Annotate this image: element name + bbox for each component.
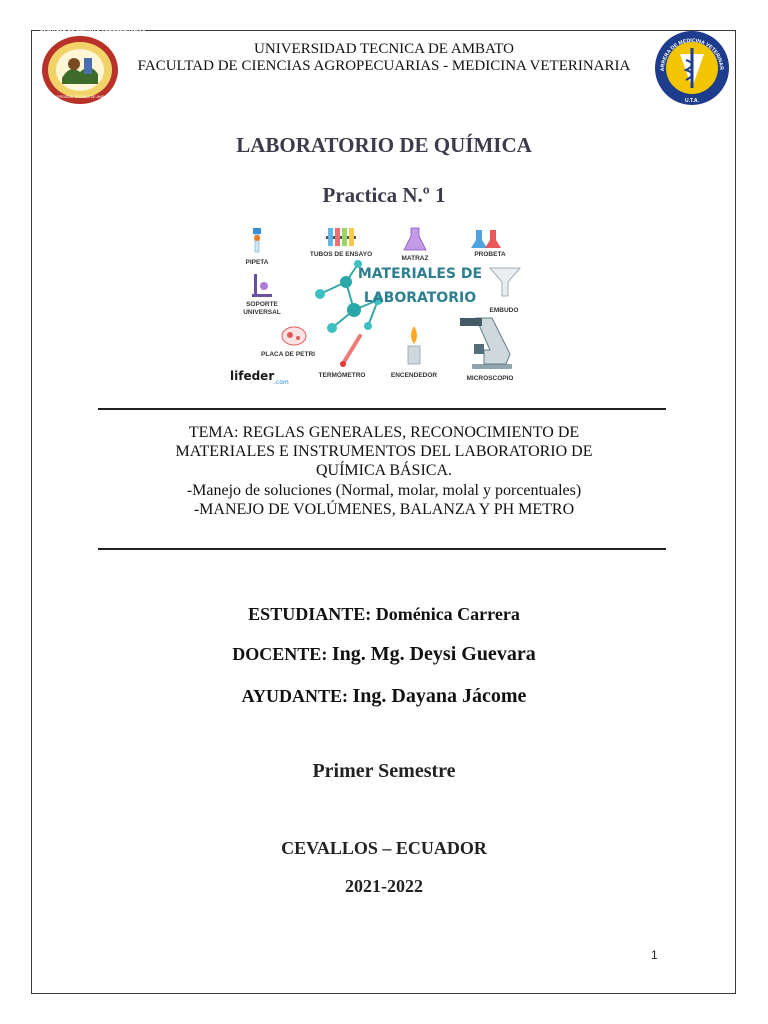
academic-year: 2021-2022 xyxy=(345,876,423,896)
vet-logo-ring-text: ARRERA DE MEDICINA VETERINAR xyxy=(659,37,725,72)
theme-line-5: -MANEJO DE VOLÚMENES, BALANZA Y PH METRO xyxy=(193,501,575,518)
divider-top xyxy=(98,408,666,410)
label-probeta: PROBETA xyxy=(474,251,506,258)
page-number: 1 xyxy=(651,948,658,962)
label-encendedor: ENCENDEDOR xyxy=(390,372,438,379)
label-termometro: TERMÓMETRO xyxy=(318,372,366,379)
assistant-name: Ing. Dayana Jácome xyxy=(352,685,527,707)
petri-dish-icon xyxy=(282,327,306,345)
theme-line-2: MATERIALES E INSTRUMENTOS DEL LABORATORIO DE xyxy=(175,443,593,460)
faculty-logo-ring-text: FACULTAD DE CIENCIAS AGROPECUARIAS xyxy=(40,30,146,36)
divider-bottom xyxy=(98,548,666,550)
illustration-title-line2: LABORATORIO xyxy=(363,290,477,306)
label-soporte-1: SOPORTE xyxy=(246,301,278,308)
document-title: LABORATORIO DE QUÍMICA xyxy=(236,133,532,157)
faculty-name: FACULTAD DE CIENCIAS AGROPECUARIAS - MEDICINA VETERINARIA xyxy=(137,58,631,74)
illustration-title-line1: MATERIALES DE xyxy=(357,266,483,282)
theme-line-4: -Manejo de soluciones (Normal, molar, molal y porcentuales) xyxy=(186,482,582,499)
vet-logo-bottom-text: U.T.A. xyxy=(685,98,699,104)
teacher-name: Ing. Mg. Deysi Guevara xyxy=(331,643,536,665)
lab-materials-illustration xyxy=(228,222,540,390)
assistant-label: AYUDANTE: xyxy=(241,686,348,706)
label-pipeta: PIPETA xyxy=(245,259,269,266)
student-name: Doménica Carrera xyxy=(375,604,520,624)
label-placa: PLACA DE PETRI xyxy=(261,351,315,358)
label-soporte-2: UNIVERSAL xyxy=(243,309,281,316)
semester: Primer Semestre xyxy=(312,760,456,782)
theme-line-1: TEMA: REGLAS GENERALES, RECONOCIMIENTO DE xyxy=(188,424,580,441)
practice-number: Practica N.º 1 xyxy=(322,183,446,207)
theme-line-3: QUÍMICA BÁSICA. xyxy=(315,462,452,479)
label-tubos: TUBOS DE ENSAYO xyxy=(309,251,373,258)
location: CEVALLOS – ECUADOR xyxy=(281,838,487,858)
label-matraz: MATRAZ xyxy=(401,255,429,262)
student-line xyxy=(0,604,768,625)
label-microscopio: MICROSCOPIO xyxy=(466,375,514,382)
student-label: ESTUDIANTE: xyxy=(248,604,372,624)
teacher-line xyxy=(0,643,768,666)
faculty-logo-bottom-text: UNIVERSIDAD TECNICA DE AMBATO xyxy=(48,95,112,99)
label-embudo: EMBUDO xyxy=(489,307,519,314)
university-name: UNIVERSIDAD TECNICA DE AMBATO xyxy=(254,41,514,57)
brand-logo-suffix: .com xyxy=(274,379,289,386)
brand-logo-text: lifeder xyxy=(230,369,275,383)
teacher-label: DOCENTE: xyxy=(232,644,328,664)
assistant-line xyxy=(0,685,768,708)
